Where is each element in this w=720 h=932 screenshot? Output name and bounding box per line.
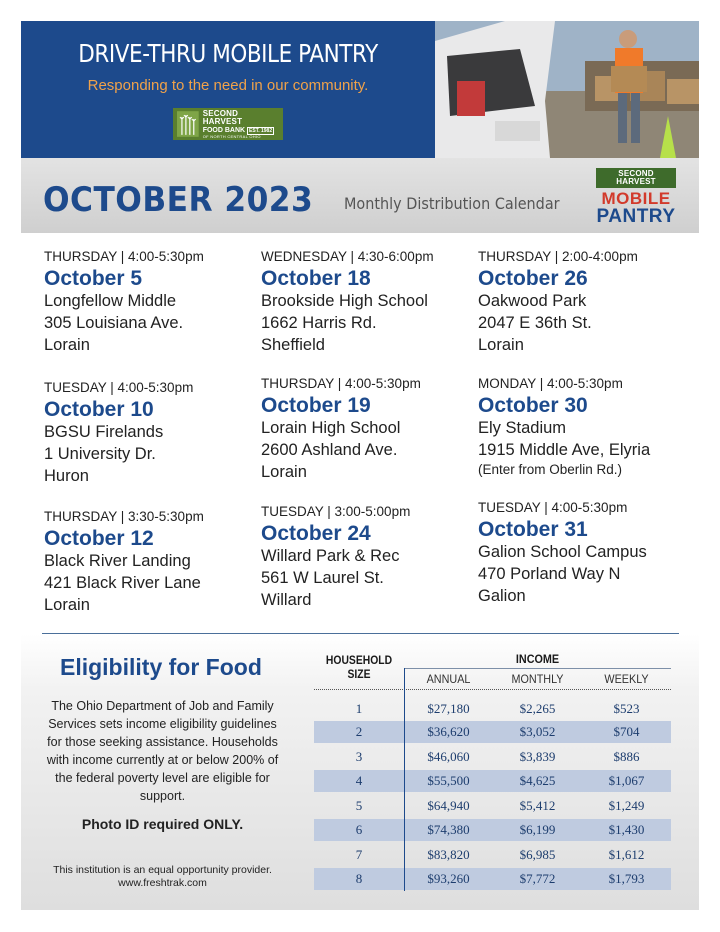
- event-date: October 24: [261, 522, 371, 545]
- cell-household-size: 7: [355, 847, 363, 862]
- car-trunk-photo-illustration: [435, 21, 699, 158]
- event-day-time: THURSDAY | 3:30-5:30pm: [44, 509, 204, 524]
- cell-annual: $27,180: [427, 701, 470, 716]
- event-day-time: TUESDAY | 3:00-5:00pm: [261, 504, 411, 519]
- event-location: Willard Park & Rec: [261, 547, 400, 566]
- event-october-26: [478, 249, 693, 356]
- cell-annual: $74,380: [427, 822, 470, 837]
- event-location: Oakwood Park: [478, 292, 587, 311]
- cell-annual: $36,620: [427, 724, 470, 739]
- month-title: OCTOBER 2023: [43, 180, 314, 220]
- logo-food-bank: FOOD BANK: [202, 126, 246, 134]
- cell-annual: $64,940: [427, 798, 470, 813]
- cell-weekly: $1,430: [608, 822, 645, 837]
- cell-monthly: $6,199: [519, 822, 556, 837]
- event-location: Black River Landing: [44, 552, 191, 571]
- event-city: Lorain: [44, 336, 90, 355]
- event-location: BGSU Firelands: [44, 423, 164, 442]
- cell-weekly: $886: [613, 749, 640, 764]
- table-row: [314, 795, 671, 817]
- second-harvest-logo: [173, 108, 283, 140]
- event-address: 305 Louisiana Ave.: [44, 314, 184, 333]
- cell-household-size: 6: [355, 822, 363, 837]
- table-row: [314, 844, 671, 866]
- mobile-pantry-logo-top: SECOND HARVEST: [596, 168, 676, 188]
- event-location: Ely Stadium: [478, 419, 567, 438]
- event-day-time: TUESDAY | 4:00-5:30pm: [478, 500, 628, 515]
- cell-weekly: $523: [613, 701, 640, 716]
- cell-monthly: $5,412: [519, 798, 556, 813]
- event-date: October 10: [44, 398, 154, 421]
- cell-household-size: 5: [355, 798, 363, 813]
- table-row: [314, 770, 671, 792]
- event-city: Lorain: [478, 336, 524, 355]
- event-day-time: THURSDAY | 2:00-4:00pm: [478, 249, 638, 264]
- event-city: Lorain: [261, 463, 307, 482]
- event-october-10: [44, 380, 259, 487]
- event-day-time: WEDNESDAY | 4:30-6:00pm: [261, 249, 434, 264]
- event-date: October 19: [261, 394, 371, 417]
- event-location: Galion School Campus: [478, 543, 647, 562]
- month-header: [21, 158, 699, 233]
- event-october-12: [44, 509, 259, 616]
- column-divider: [404, 668, 405, 891]
- event-october-24: [261, 504, 476, 611]
- event-city: Galion: [478, 587, 526, 606]
- cell-annual: $55,500: [427, 773, 470, 788]
- photo-id-notice: Photo ID required ONLY.: [81, 816, 244, 832]
- table-row: [314, 698, 671, 720]
- header-banner: [21, 21, 699, 158]
- banner-blue-panel: [21, 21, 435, 158]
- cell-monthly: $6,985: [519, 847, 556, 862]
- mobile-pantry-logo: [596, 168, 676, 226]
- event-day-time: TUESDAY | 4:00-5:30pm: [44, 380, 194, 395]
- logo-wordmark: [203, 110, 279, 139]
- mobile-pantry-logo-mobile: MOBILE: [601, 189, 671, 208]
- event-city: Sheffield: [261, 336, 325, 355]
- event-date: October 26: [478, 267, 588, 290]
- monthly-column-header: MONTHLY: [511, 672, 564, 686]
- cell-monthly: $3,839: [519, 749, 556, 764]
- event-location: Lorain High School: [261, 419, 401, 438]
- cell-monthly: $7,772: [519, 871, 556, 886]
- cell-monthly: $2,265: [519, 701, 556, 716]
- event-address: 2600 Ashland Ave.: [261, 441, 398, 460]
- volunteer-photo: [435, 21, 699, 158]
- household-header-line-1: HOUSEHOLD: [325, 655, 393, 667]
- event-october-31: [478, 500, 693, 607]
- event-date: October 12: [44, 527, 154, 550]
- event-city: Willard: [261, 591, 312, 610]
- event-address: 421 Black River Lane: [44, 574, 201, 593]
- equal-opportunity-text: This institution is an equal opportunity provider.: [53, 864, 272, 876]
- eligibility-title: Eligibility for Food: [60, 654, 262, 680]
- event-address: 1915 Middle Ave, Elyria: [478, 441, 651, 460]
- cell-annual: $93,260: [427, 871, 470, 886]
- event-date: October 5: [44, 267, 143, 290]
- cell-weekly: $1,067: [608, 773, 645, 788]
- event-october-18: [261, 249, 476, 356]
- cell-weekly: $704: [613, 724, 640, 739]
- logo-line-2: [203, 127, 279, 134]
- cell-annual: $46,060: [427, 749, 470, 764]
- event-october-19: [261, 376, 476, 483]
- eligibility-description: The Ohio Department of Job and Family Services sets income eligibility guidelines for those seeking assistance. Households with income currently at or below 200% of the federal poverty level are eligible for support.: [46, 699, 279, 803]
- event-address: 1 University Dr.: [44, 445, 156, 464]
- calendar-subtitle: Monthly Distribution Calendar: [344, 194, 560, 213]
- event-location: Longfellow Middle: [44, 292, 177, 311]
- event-date: October 30: [478, 394, 588, 417]
- event-address: 1662 Harris Rd.: [261, 314, 377, 333]
- cell-household-size: 4: [355, 773, 363, 788]
- income-header-rule: [404, 668, 671, 669]
- event-address: 2047 E 36th St.: [478, 314, 592, 333]
- event-day-time: THURSDAY | 4:00-5:30pm: [261, 376, 421, 391]
- event-location: Brookside High School: [261, 292, 428, 311]
- cell-household-size: 2: [355, 724, 363, 739]
- table-row: [314, 746, 671, 768]
- table-row: [314, 819, 671, 841]
- event-day-time: MONDAY | 4:00-5:30pm: [478, 376, 623, 391]
- cell-household-size: 1: [355, 701, 363, 716]
- event-address: 561 W Laurel St.: [261, 569, 384, 588]
- cell-weekly: $1,612: [608, 847, 645, 862]
- event-address: 470 Porland Way N: [478, 565, 621, 584]
- event-entry-note: (Enter from Oberlin Rd.): [478, 462, 623, 478]
- weekly-column-header: WEEKLY: [604, 672, 649, 686]
- cell-weekly: $1,249: [608, 798, 645, 813]
- household-size-header: [319, 654, 400, 682]
- table-row: [314, 721, 671, 743]
- header-dotted-rule: [314, 689, 671, 690]
- event-october-30: [478, 376, 693, 478]
- freshtrak-link[interactable]: www.freshtrak.com: [118, 877, 207, 889]
- logo-line-1: SECOND HARVEST: [202, 108, 243, 126]
- cell-monthly: $4,625: [519, 773, 556, 788]
- event-day-time: THURSDAY | 4:00-5:30pm: [44, 249, 204, 264]
- event-date: October 18: [261, 267, 371, 290]
- income-header: INCOME: [515, 652, 560, 666]
- cell-annual: $83,820: [427, 847, 470, 862]
- banner-title: DRIVE-THRU MOBILE PANTRY: [78, 39, 378, 68]
- household-header-line-2: SIZE: [347, 669, 371, 681]
- equal-opportunity-notice: [30, 864, 295, 890]
- cell-household-size: 3: [355, 749, 363, 764]
- cell-monthly: $3,052: [519, 724, 556, 739]
- banner-tagline: Responding to the need in our community.: [87, 77, 369, 94]
- cell-weekly: $1,793: [608, 871, 645, 886]
- logo-est: EST. 1982: [249, 127, 273, 134]
- event-date: October 31: [478, 518, 588, 541]
- cell-household-size: 8: [355, 871, 363, 886]
- event-city: Huron: [44, 467, 89, 486]
- event-october-5: [44, 249, 259, 356]
- table-row: [314, 868, 671, 890]
- wheat-icon: [177, 111, 199, 137]
- annual-column-header: ANNUAL: [426, 672, 471, 686]
- logo-line-3: OF NORTH CENTRAL OHIO: [202, 133, 261, 139]
- mobile-pantry-logo-pantry: PANTRY: [596, 206, 676, 227]
- event-city: Lorain: [44, 596, 90, 615]
